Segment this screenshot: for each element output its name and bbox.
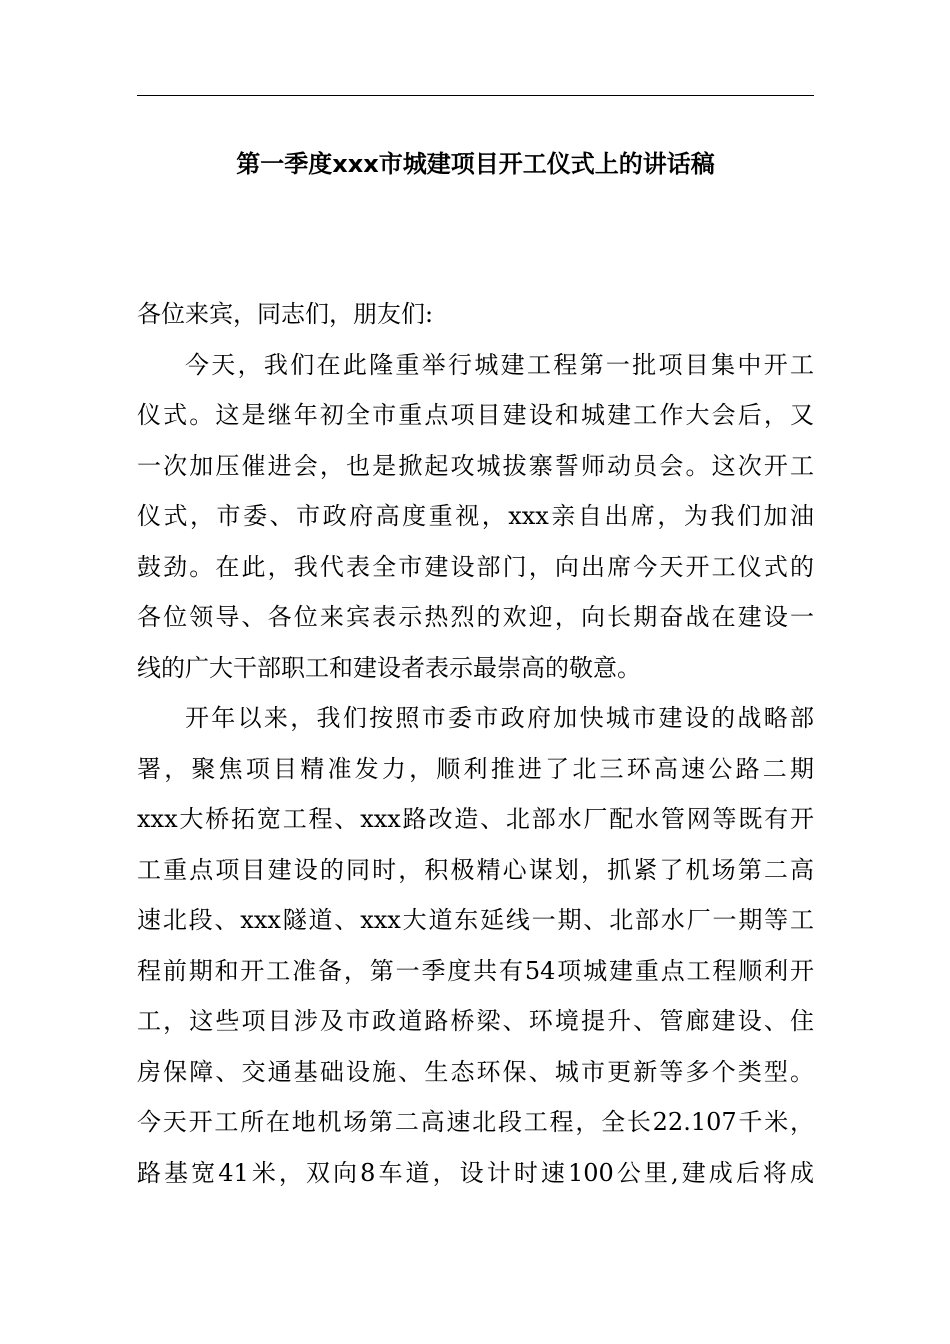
body-line: xxx大桥拓宽工程、xxx路改造、北部水厂配水管网等既有开 xyxy=(137,805,814,833)
body-line: 开年以来，我们按照市委市政府加快城市建设的战略部 xyxy=(185,704,814,732)
header-rule xyxy=(137,95,814,96)
body-line: 房保障、交通基础设施、生态环保、城市更新等多个类型。 xyxy=(137,1057,814,1086)
body-line: 各位领导、各位来宾表示热烈的欢迎，向长期奋战在建设一 xyxy=(137,603,814,631)
body-line: 路基宽41米，双向8车道，设计时速100公里,建成后将成 xyxy=(137,1158,814,1187)
body-line: 工重点项目建设的同时，积极精心谋划，抓紧了机场第二高 xyxy=(137,855,814,884)
body-line: 今天，我们在此隆重举行城建工程第一批项目集中开工 xyxy=(185,350,814,379)
body-line: 今天开工所在地机场第二高速北段工程，全长22.107千米， xyxy=(137,1108,814,1136)
document-body xyxy=(137,289,814,1198)
body-line: 仪式。这是继年初全市重点项目建设和城建工作大会后，又 xyxy=(137,401,814,429)
body-line: 鼓劲。在此，我代表全市建设部门，向出席今天开工仪式的 xyxy=(137,552,814,581)
body-line: 一次加压催进会，也是掀起攻城拔寨誓师动员会。这次开工 xyxy=(137,451,814,480)
body-line: 线的广大干部职工和建设者表示最崇高的敬意。 xyxy=(137,653,641,682)
body-line: 署，聚焦项目精准发力，顺利推进了北三环高速公路二期 xyxy=(137,754,814,783)
body-line: 速北段、xxx隧道、xxx大道东延线一期、北部水厂一期等工 xyxy=(137,906,814,934)
salutation-line: 各位来宾，同志们，朋友们: xyxy=(137,300,434,328)
document-title: 第一季度xxx市城建项目开工仪式上的讲话稿 xyxy=(236,150,715,178)
body-line: 程前期和开工准备，第一季度共有54项城建重点工程顺利开 xyxy=(137,956,814,985)
body-line: 工，这些项目涉及市政道路桥梁、环境提升、管廊建设、住 xyxy=(137,1007,814,1035)
body-line: 仪式，市委、市政府高度重视，xxx亲自出席，为我们加油 xyxy=(137,502,814,530)
